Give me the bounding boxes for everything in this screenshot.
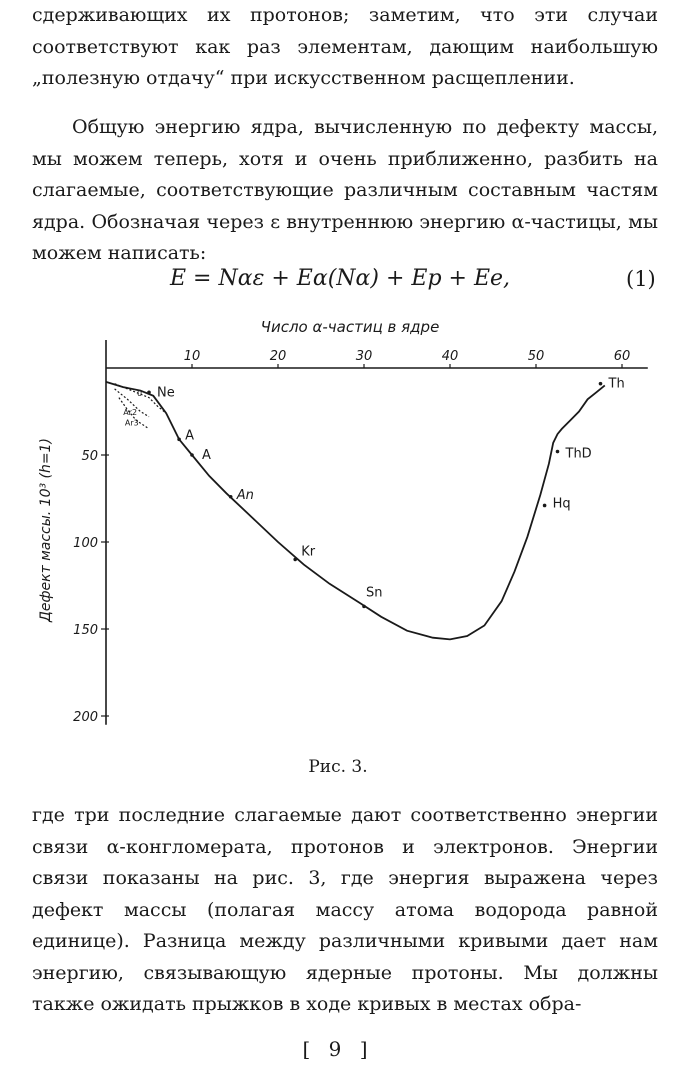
- point-label: Th: [608, 376, 625, 392]
- figure-chart: [0, 310, 676, 750]
- point-label: Sn: [366, 585, 383, 601]
- data-point: [599, 382, 603, 386]
- paragraph-3: где три последние слагаемые дают соответственно энергии связи α-конгломерата, протонов и электронов. Энергии связи показаны на рис. 3, где энергия выражена через дефект массы (полагая массу атома водорода равной единице). Разница между различными кривыми дает нам энергию, связывающую ядерные протоны. Мы должны также ожидать прыжков в ходе кривых в местах обра-: [32, 804, 658, 1015]
- chart-axes: [106, 340, 648, 725]
- x-tick-label: 30: [355, 349, 373, 364]
- data-point: [229, 495, 233, 499]
- x-tick-label: 20: [269, 349, 287, 364]
- data-point: [293, 558, 297, 562]
- data-point: [190, 453, 194, 457]
- y-tick-label: 100: [73, 536, 98, 551]
- chart-labels: [123, 377, 624, 601]
- main-curve: [106, 382, 605, 640]
- small-branch-label: Ar3: [124, 418, 139, 428]
- chart-curves: [106, 382, 605, 640]
- y-axis-title: Дефект массы. 10³ (h=1): [38, 438, 54, 622]
- data-point: [362, 605, 366, 609]
- figure-caption: Рис. 3.: [308, 757, 368, 777]
- point-label: An: [236, 487, 254, 503]
- point-label: A: [185, 428, 195, 444]
- paragraph-1: сдерживающих их протонов; заметим, что эти случаи соответствуют как раз элементам, дающим наибольшую „полезную отдачу“ при искусственном расщеплении.: [32, 4, 658, 89]
- x-axis-title: Число α-частиц в ядре: [260, 318, 440, 336]
- y-tick-label: 150: [73, 623, 98, 638]
- y-tick-label: 200: [73, 710, 98, 725]
- data-point: [177, 438, 181, 442]
- point-label: Hq: [552, 496, 571, 512]
- x-tick-label: 40: [441, 349, 459, 364]
- point-label: ThD: [565, 446, 592, 462]
- page-number: [ 9 ]: [302, 1037, 374, 1061]
- small-branch-label: Ar2: [123, 407, 138, 417]
- data-point: [147, 391, 151, 395]
- point-label: Ne: [157, 385, 175, 401]
- x-tick-label: 60: [613, 349, 631, 364]
- y-tick-label: 50: [81, 449, 98, 464]
- formula: E = Nαε + Eα(Nα) + Ep + Ee,: [170, 266, 511, 291]
- small-branch-label: 0: [136, 388, 143, 398]
- point-label: Kr: [301, 544, 316, 560]
- x-tick-label: 50: [527, 349, 545, 364]
- x-tick-label: 10: [183, 349, 201, 364]
- equation-number: (1): [626, 267, 656, 291]
- data-point: [556, 450, 560, 454]
- point-label: A: [202, 448, 211, 463]
- data-point: [543, 504, 547, 508]
- paragraph-2: Общую энергию ядра, вычисленную по дефекту массы, мы можем теперь, хотя и очень приближенно, разбить на слагаемые, соответствующие различным составным частям ядра. Обозначая через ε внутреннюю энергию α-частицы, мы можем написать:: [32, 116, 658, 264]
